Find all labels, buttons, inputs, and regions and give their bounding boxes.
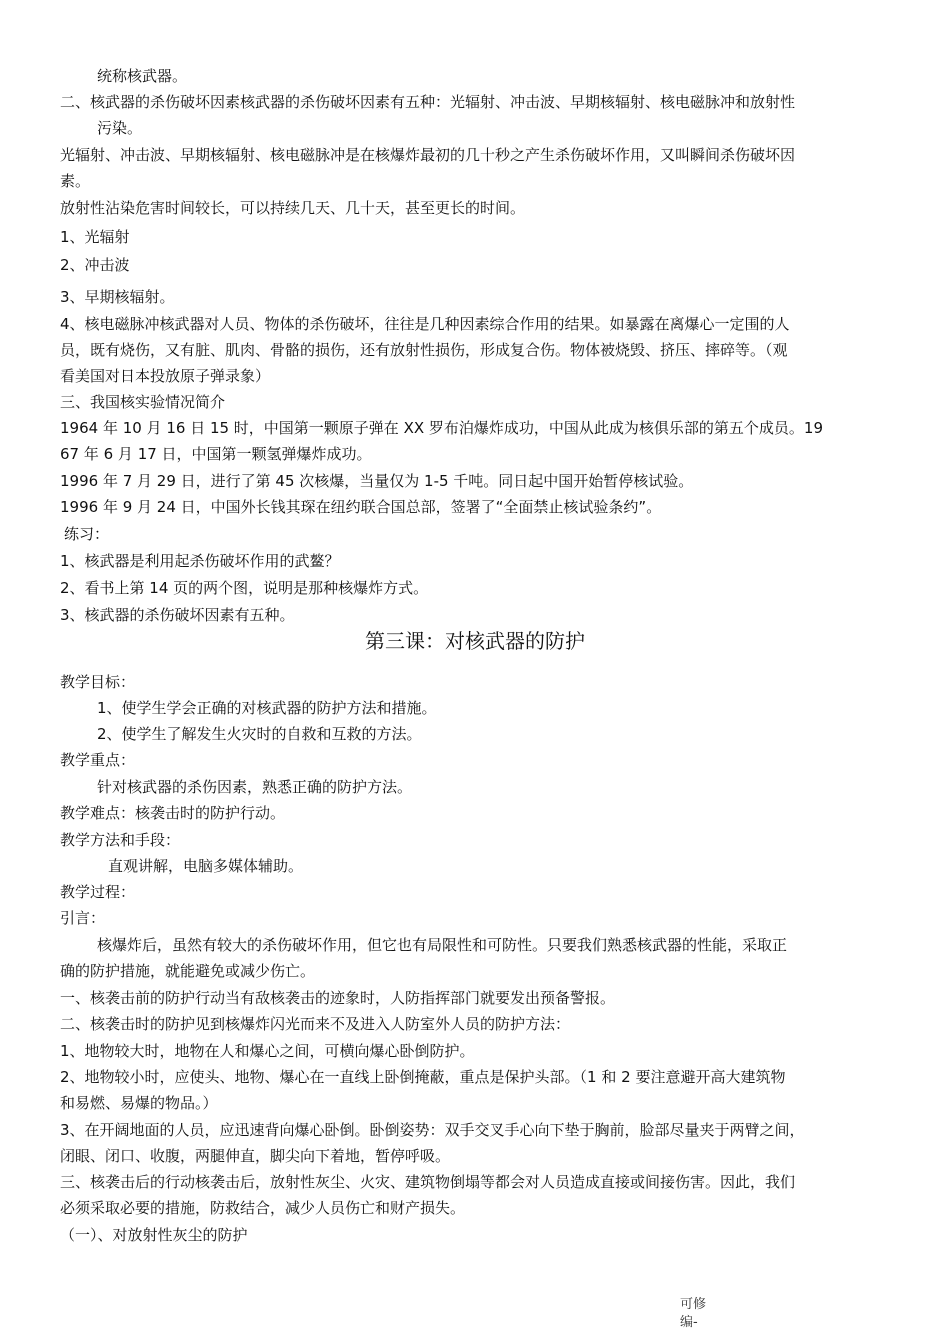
text-line: 员，既有烧伤，又有脏、肌肉、骨骼的损伤，还有放射性损伤，形成复合伤。物体被烧毁、挤压、摔碎等。（观 — [60, 341, 788, 359]
text-line: 光辐射、冲击波、早期核辐射、核电磁脉冲是在核爆炸最初的几十秒之产生杀伤破坏作用，又叫瞬间杀伤破坏因 — [60, 146, 796, 164]
list-item: 2、冲击波 — [60, 256, 130, 274]
text-line: 教学过程： — [60, 883, 136, 901]
text-line: 教学目标： — [60, 673, 136, 691]
text-line: 统称核武器。 — [97, 67, 188, 85]
text-line: 针对核武器的杀伤因素，熟悉正确的防护方法。 — [97, 778, 413, 796]
text-line: 素。 — [60, 172, 91, 190]
list-item: 1、核武器是利用起杀伤破坏作用的武鳌？ — [60, 552, 340, 570]
section-heading: 三、我国核实验情况简介 — [60, 393, 226, 411]
list-item: 2、看书上第 14 页的两个图，说明是那种核爆炸方式。 — [60, 579, 429, 597]
text-line: 确的防护措施，就能避免或减少伤亡。 — [60, 962, 316, 980]
text-line: 直观讲解，电脑多媒体辅助。 — [108, 857, 304, 875]
text-line: 放射性沾染危害时间较长，可以持续几天、几十天，甚至更长的时间。 — [60, 199, 526, 217]
exercise-heading: 练习： — [64, 525, 110, 543]
text-line: 核爆炸后，虽然有较大的杀伤破坏作用，但它也有局限性和可防性。只要我们熟悉核武器的性能，采取正 — [97, 936, 788, 954]
subsection-heading: （一）、对放射性灰尘的防护 — [60, 1226, 248, 1244]
list-item: 3、核武器的杀伤破坏因素有五种。 — [60, 606, 295, 624]
list-item: 2、地物较小时，应使头、地物、爆心在一直线上卧倒掩蔽，重点是保护头部。（1 和 2 要注意避开高大建筑物 — [60, 1068, 786, 1086]
text-line: 1964 年 10 月 16 日 15 时，中国第一颗原子弹在 XX 罗布泊爆炸成功，中国从此成为核俱乐部的第五个成员。19 — [60, 419, 823, 437]
text-line: 看美国对日本投放原子弹录象） — [60, 367, 271, 385]
list-item: 3、早期核辐射。 — [60, 288, 175, 306]
text-line: 引言： — [60, 909, 106, 927]
text-line: 1996 年 9 月 24 日，中国外长钱其琛在纽约联合国总部，签署了“全面禁止核试验条约”。 — [60, 498, 662, 516]
text-line: 1996 年 7 月 29 日，进行了第 45 次核爆，当量仅为 1-5 千吨。同日起中国开始暂停核试验。 — [60, 472, 694, 490]
text-line: 污染。 — [97, 119, 143, 137]
list-item: 4、核电磁脉冲核武器对人员、物体的杀伤破坏，往往是几种因素综合作用的结果。如暴露在离爆心一定围的人 — [60, 315, 790, 333]
text-line: 闭眼、闭口、收腹，两腿伸直，脚尖向下着地，暂停呼吸。 — [60, 1147, 451, 1165]
footer-note: 编- — [680, 1315, 698, 1330]
text-line: 必须采取必要的措施，防救结合，减少人员伤亡和财产损失。 — [60, 1199, 466, 1217]
section-heading: 二、核武器的杀伤破坏因素核武器的杀伤破坏因素有五种：光辐射、冲击波、早期核辐射、核电磁脉冲和放射性 — [60, 93, 796, 111]
list-item: 1、地物较大时，地物在人和爆心之间，可横向爆心卧倒防护。 — [60, 1042, 475, 1060]
section-heading: 一、核袭击前的防护行动当有敌核袭击的迹象时，人防指挥部门就要发出预备警报。 — [60, 989, 616, 1007]
list-item: 1、光辐射 — [60, 228, 130, 246]
text-line: 教学重点： — [60, 751, 136, 769]
text-line: 教学方法和手段： — [60, 831, 181, 849]
section-heading: 三、核袭击后的行动核袭击后，放射性灰尘、火灾、建筑物倒塌等都会对人员造成直接或间接伤害。因此，我们 — [60, 1173, 796, 1191]
text-line: 67 年 6 月 17 日，中国第一颗氢弹爆炸成功。 — [60, 445, 372, 463]
list-item: 3、在开阔地面的人员，应迅速背向爆心卧倒。卧倒姿势：双手交叉手心向下垫于胸前，脸部尽量夹于两臂之间， — [60, 1121, 805, 1139]
text-line: 教学难点：核袭击时的防护行动。 — [60, 804, 286, 822]
section-heading: 二、核袭击时的防护见到核爆炸闪光而来不及进入人防室外人员的防护方法： — [60, 1015, 571, 1033]
footer-note: 可修 — [680, 1297, 707, 1312]
lesson-title: 第三课：对核武器的防护 — [365, 629, 585, 653]
list-item: 2、使学生了解发生火灾时的自救和互救的方法。 — [97, 725, 422, 743]
text-line: 和易燃、易爆的物品。） — [60, 1094, 218, 1112]
list-item: 1、使学生学会正确的对核武器的防护方法和措施。 — [97, 699, 437, 717]
